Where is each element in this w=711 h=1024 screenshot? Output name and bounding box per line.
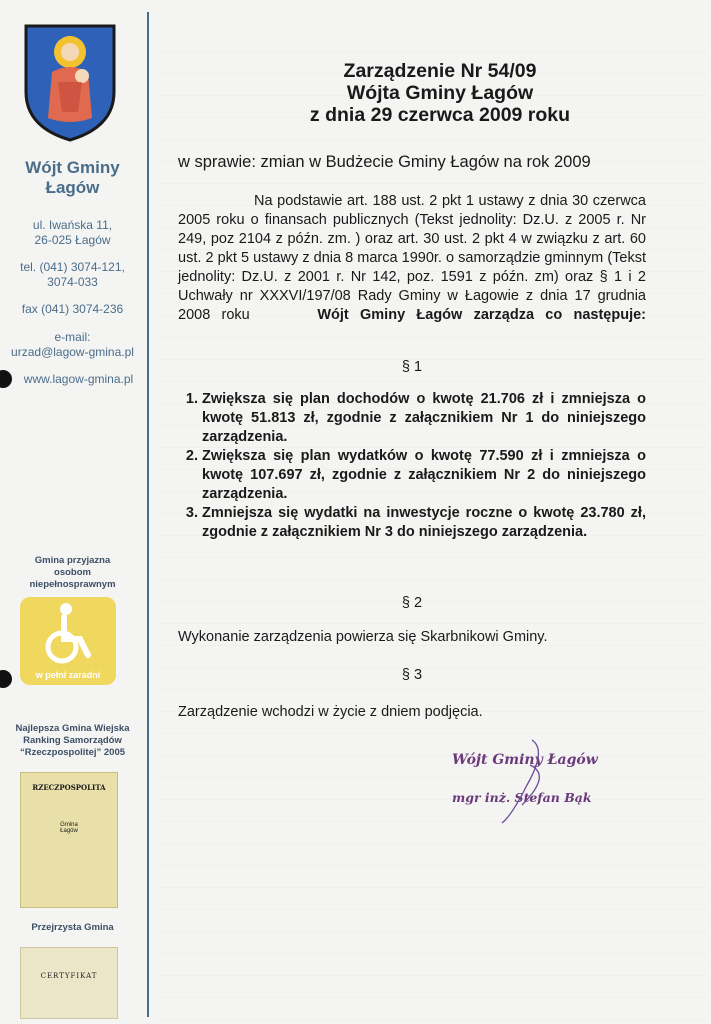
preamble-bold: Wójt Gminy Łagów zarządza co następuje: — [317, 307, 646, 323]
preamble-text: Na podstawie art. 188 ust. 2 pkt 1 ustawy z dnia 30 czerwca 2005 roku o finansach publicznych (Tekst jednolity: Dz.U. z 2005 r. Nr 249, poz 2104 z późn. zm. ) oraz art. 30 ust. 2 pkt 4 w związku z art. 60 ust. 2 pkt 5 ustawy z dnia 8 marca 1990r. o samorządzie gminnym (Tekst jednolity: Dz.U. z 2001 r. Nr 142, poz. 1591 z późn. zm) oraz § 1 i 2 Uchwały nr XXXVI/197/08 Rady Gminy w Łagowie z dnia 17 grudnia 2008 roku — [178, 193, 646, 323]
address: ul. Iwańska 11, 26-025 Łagów — [32, 218, 113, 247]
cert-title: CERTYFIKAT — [40, 972, 98, 980]
subject-line: w sprawie: zmian w Budżecie Gminy Łagów na rok 2009 — [178, 153, 591, 171]
punch-hole — [0, 670, 12, 688]
section-3-text: Zarządzenie wchodzi w życie z dniem podjęcia. — [178, 704, 483, 720]
list-item: 2. Zwiększa się plan wydatków o kwotę 77.590 zł i zmniejsza o kwotę 107.697 zł, zgodnie z załącznikiem Nr 2 do niniejszego zarządzenia. — [202, 447, 646, 504]
cert-line: Gmina — [60, 822, 78, 828]
handwritten-signature-icon — [492, 735, 562, 830]
website-link[interactable]: www.lagow-gmina.pl — [23, 372, 134, 386]
transparency-certificate — [20, 947, 118, 1019]
section-1-heading: § 1 — [401, 359, 423, 375]
award-ranking-caption: Najlepsza Gmina Wiejska Ranking Samorządów “Rzeczpospolitej” 2005 — [15, 723, 130, 758]
section-2-heading: § 2 — [401, 595, 423, 611]
signature-title: Wójt Gminy Łagów — [452, 752, 598, 768]
coat-of-arms-icon — [22, 22, 118, 142]
list-item: 3. Zmniejsza się wydatki na inwestycje roczne o kwotę 23.780 zł, zgodnie z załącznikiem Nr 3 do niniejszego zarządzenia. — [202, 504, 646, 542]
award-transparent-caption: Przejrzysta Gmina — [31, 922, 114, 933]
section-3-heading: § 3 — [401, 667, 423, 683]
signature-name: mgr inż. Stefan Bąk — [452, 790, 592, 805]
preamble — [178, 192, 646, 325]
fax: fax (041) 3074-236 — [21, 302, 124, 316]
decisions-list — [178, 390, 646, 542]
cert-line: Łagów — [60, 828, 78, 834]
letterhead-sidebar — [0, 0, 145, 1024]
accessibility-badge — [20, 597, 116, 685]
section-2-text: Wykonanie zarządzenia powierza się Skarbnikowi Gminy. — [178, 629, 548, 645]
email-label: e-mail: — [54, 330, 91, 344]
wheelchair-icon — [20, 597, 116, 667]
ranking-certificate — [20, 772, 118, 908]
sidebar-divider — [147, 12, 149, 1017]
cert-header: RZECZPOSPOLITA — [32, 783, 106, 792]
badge-caption: w pełni zaradni — [35, 670, 101, 680]
list-item: 1. Zwiększa się plan dochodów o kwotę 21.706 zł i zmniejsza o kwotę 51.813 zł, zgodnie z załącznikiem Nr 1 do niniejszego zarządzenia. — [202, 390, 646, 447]
phone: tel. (041) 3074-121, 3074-033 — [20, 260, 125, 289]
email-link[interactable]: urzad@lagow-gmina.pl — [11, 345, 134, 359]
document-title: Zarządzenie Nr 54/09 Wójta Gminy Łagów z dnia 29 czerwca 2009 roku — [309, 60, 571, 126]
award-accessible-caption: Gmina przyjazna osobom niepełnosprawnym — [29, 555, 116, 590]
office-name: Wójt Gminy Łagów — [25, 158, 120, 197]
